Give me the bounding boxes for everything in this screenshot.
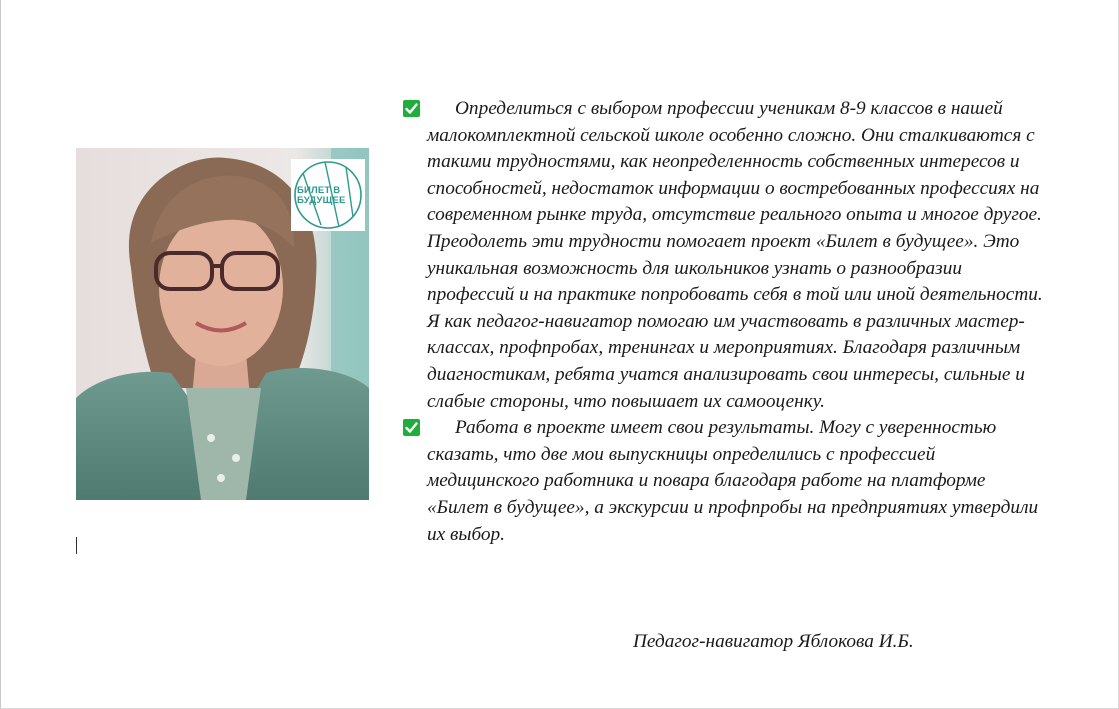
bilet-v-budushchee-logo	[291, 159, 365, 231]
signature: Педагог-навигатор Яблокова И.Б.	[633, 631, 914, 652]
logo-text-line2: БУДУЩЕЕ	[297, 195, 346, 206]
paragraph-2	[427, 415, 1047, 548]
check-mark-icon	[403, 100, 420, 117]
page-left-edge	[0, 0, 1, 709]
paragraph-1	[427, 96, 1047, 415]
text-cursor	[76, 537, 77, 554]
paragraph-2-text: Работа в проекте имеет свои результаты. Могу с уверенностью сказать, что две мои выпускницы определились с профессией медицинского работника и повара благодаря работе на платформе «Билет в будущее», а экскурсии и профпробы на предприятиях утвердили их выбор.	[427, 417, 1039, 545]
paragraph-1-text: Определиться с выбором профессии ученикам 8-9 классов в нашей малокомплектной сельской школе особенно сложно. Они сталкиваются с такими трудностями, как неопределенность собственных интересов и способностей, недостаток информации о востребованных профессиях на современном рынке труда, отсутствие реального опыта и многое другое. Преодолеть эти трудности помогает проект «Билет в будущее». Это уникальная возможность для школьников узнать о разнообразии профессий и на практике попробовать себя в той или иной деятельности. Я как педагог-навигатор помогаю им участвовать в различных мастер-классах, профпробах, тренингах и мероприятиях. Благодаря различным диагностикам, ребята учатся анализировать свои интересы, сильные и слабые стороны, что повышает их самооценку.	[427, 98, 1043, 412]
main-text	[427, 96, 1047, 548]
logo-text-line1: БИЛЕТ В	[297, 185, 341, 196]
check-mark-icon	[403, 419, 420, 436]
